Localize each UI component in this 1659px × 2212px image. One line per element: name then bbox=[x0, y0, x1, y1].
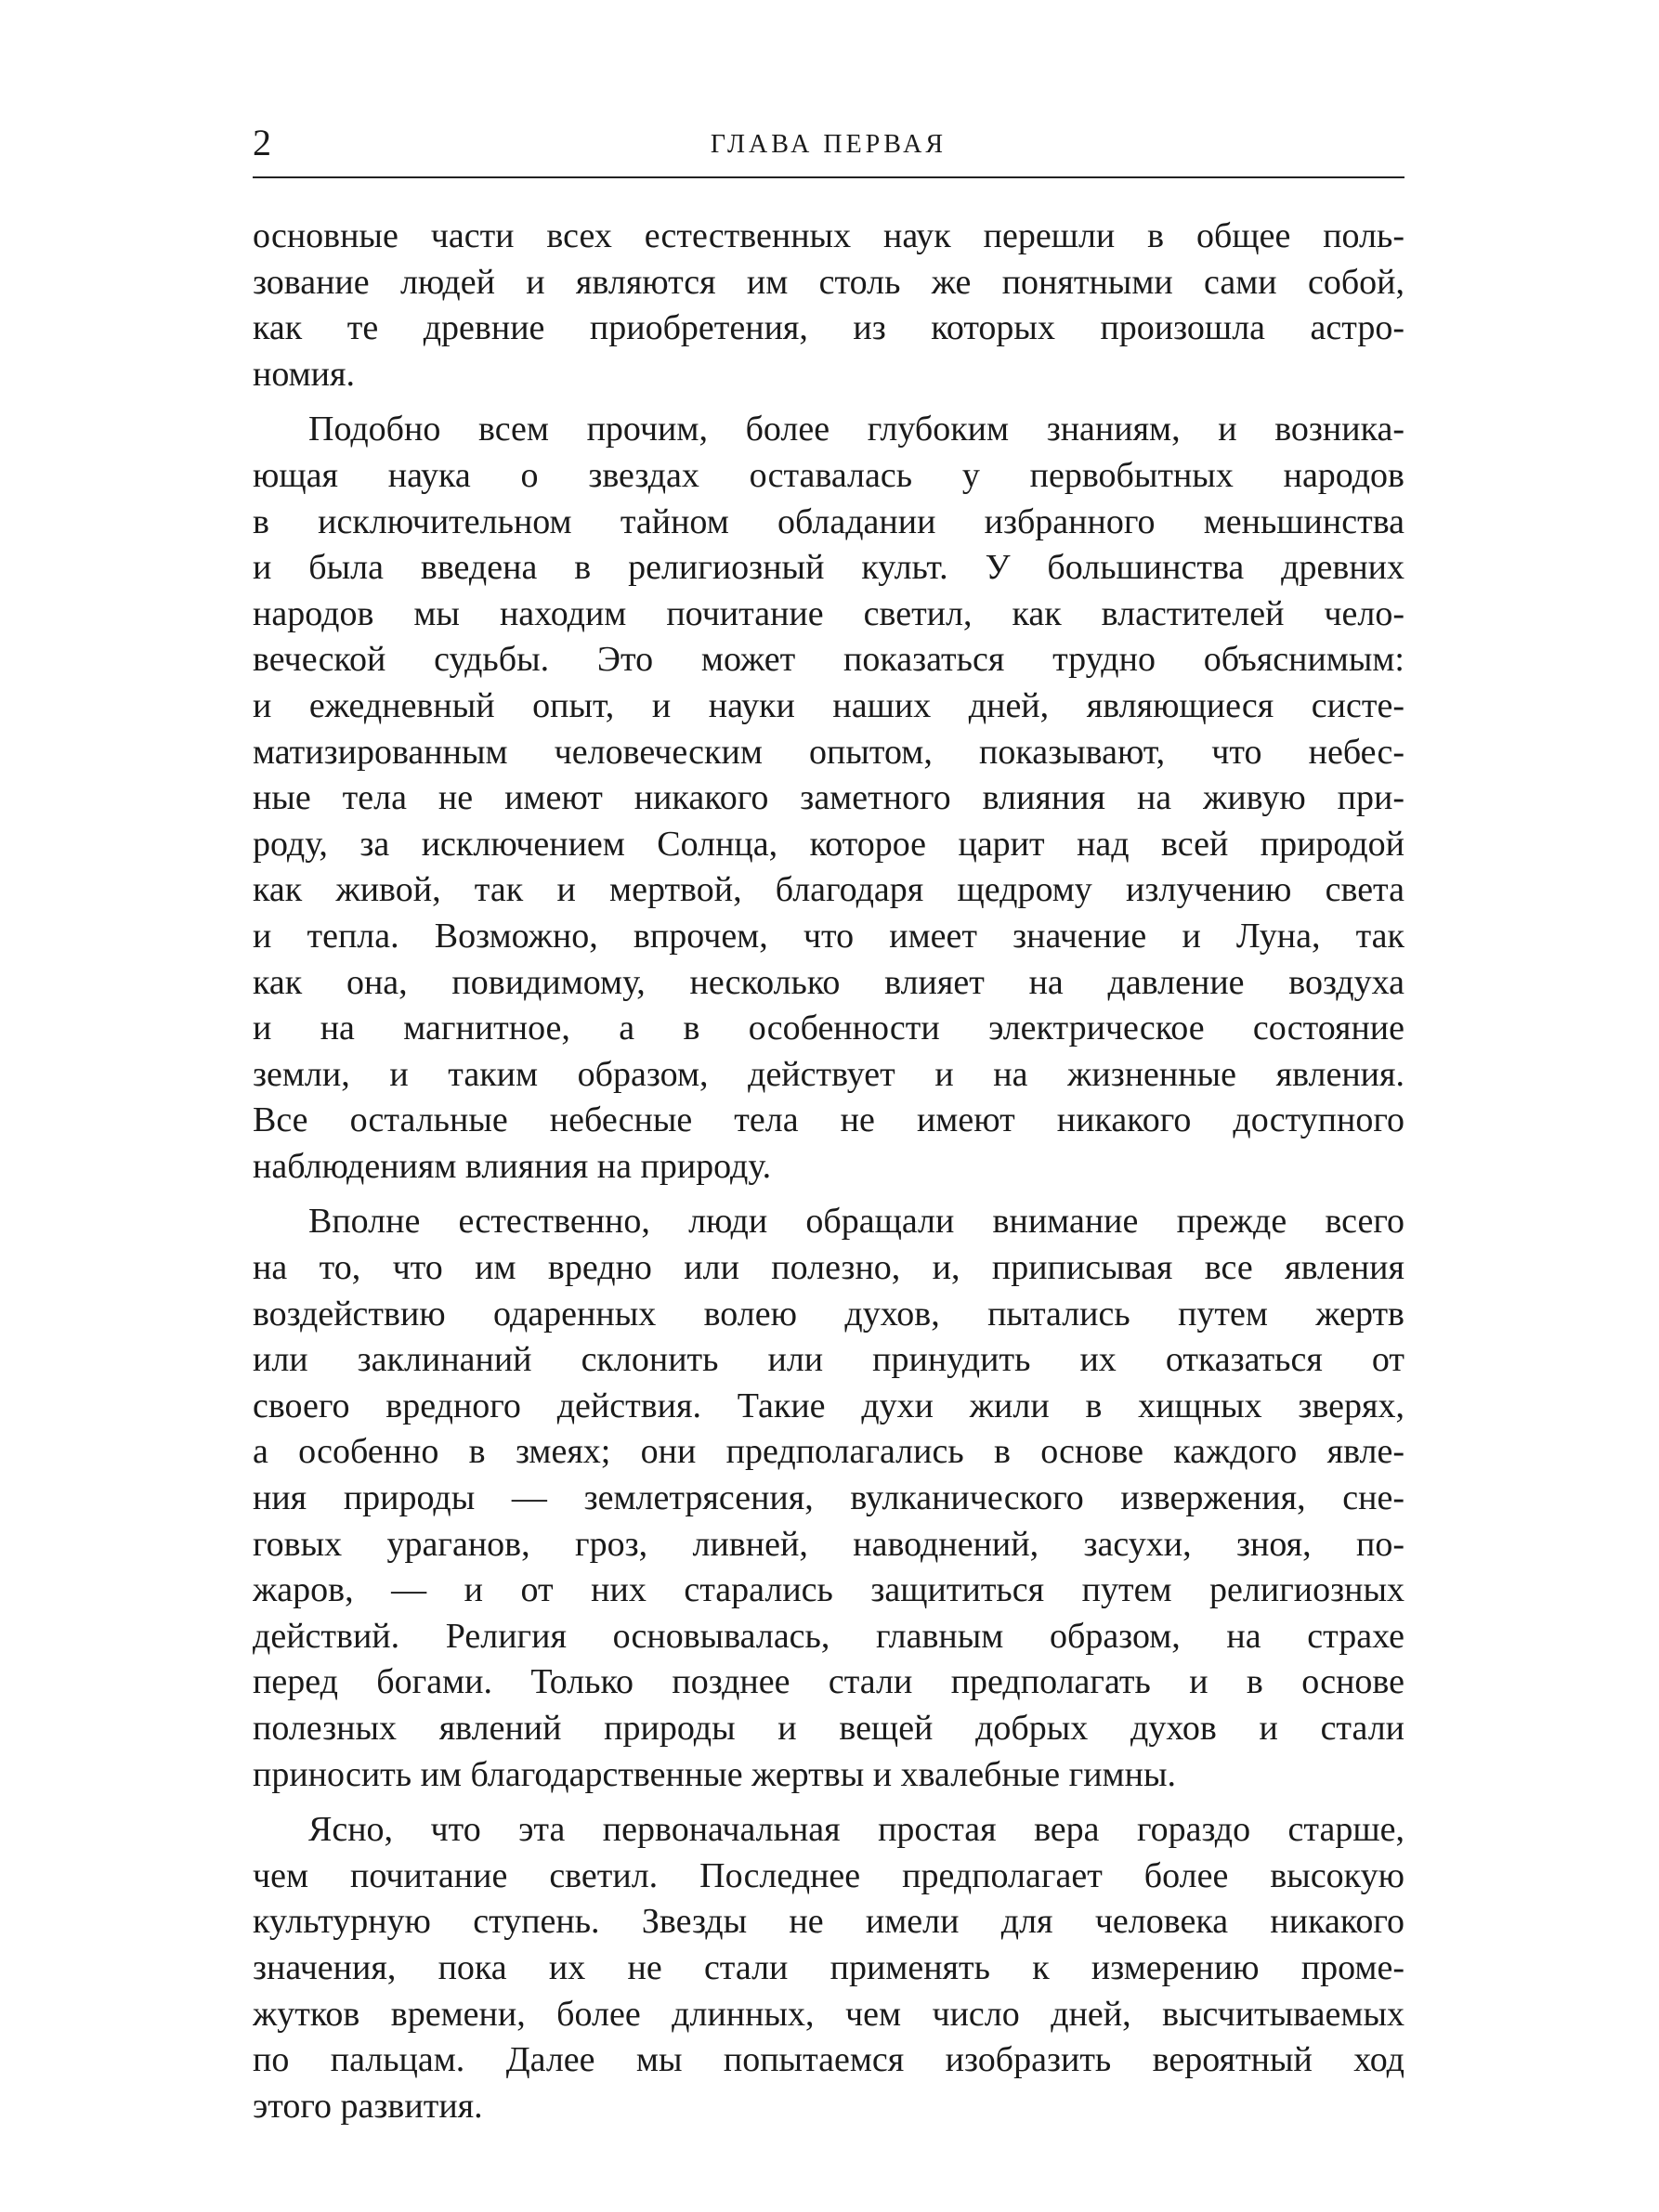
text-line: и тепла. Возможно, впрочем, что имеет значение и Луна, так bbox=[253, 916, 1404, 956]
text-line: полезных явлений природы и вещей добрых духов и стали bbox=[253, 1709, 1404, 1748]
text-line: или заклинаний склонить или принудить их отказаться от bbox=[253, 1340, 1404, 1380]
text-line: наблюдениям влияния на природу. bbox=[253, 1146, 772, 1186]
text-line: номия. bbox=[253, 354, 355, 394]
text-line: и на магнитное, а в особенности электрическое состояние bbox=[253, 1008, 1404, 1048]
body-text bbox=[253, 214, 1404, 2129]
text-line: по пальцам. Далее мы попытаемся изобразить вероятный ход bbox=[253, 2040, 1404, 2080]
text-line: зование людей и являются им столь же понятными сами собой, bbox=[253, 262, 1404, 302]
text-line: как живой, так и мертвой, благодаря щедрому излучению света bbox=[253, 870, 1404, 910]
paragraph bbox=[253, 1199, 1404, 1798]
text-line: земли, и таким образом, действует и на жизненные явления. bbox=[253, 1054, 1404, 1094]
chapter-title: ГЛАВА ПЕРВАЯ bbox=[710, 130, 947, 159]
text-line: говых ураганов, гроз, ливней, наводнений, засухи, зноя, по- bbox=[253, 1524, 1404, 1564]
text-line: Все остальные небесные тела не имеют никакого доступного bbox=[253, 1100, 1404, 1140]
text-line: действий. Религия основывалась, главным образом, на страхе bbox=[253, 1616, 1404, 1656]
text-line: ные тела не имеют никакого заметного влияния на живую при- bbox=[253, 778, 1404, 818]
text-line: ния природы — землетрясения, вулканического извержения, сне- bbox=[253, 1478, 1404, 1518]
text-line: ющая наука о звездах оставалась у первобытных народов bbox=[253, 455, 1404, 495]
text-line: на то, что им вредно или полезно, и, приписывая все явления bbox=[253, 1248, 1404, 1288]
text-line: в исключительном тайном обладании избранного меньшинства bbox=[253, 501, 1404, 541]
text-line: матизированным человеческим опытом, показывают, что небес- bbox=[253, 732, 1404, 772]
text-line: как те древние приобретения, из которых произошла астро- bbox=[253, 308, 1404, 348]
text-line: как она, повидимому, несколько влияет на давление воздуха bbox=[253, 962, 1404, 1002]
page-number: 2 bbox=[253, 122, 271, 163]
text-line: народов мы находим почитание светил, как властителей чело- bbox=[253, 593, 1404, 633]
text-line: приносить им благодарственные жертвы и хвалебные гимны. bbox=[253, 1754, 1176, 1794]
paragraph bbox=[253, 407, 1404, 1190]
text-line: значения, пока их не стали применять к измерению проме- bbox=[253, 1947, 1404, 1987]
text-line: основные части всех естественных наук перешли в общее поль- bbox=[253, 216, 1404, 255]
text-line: Вполне естественно, люди обращали внимание прежде всего bbox=[308, 1202, 1404, 1242]
text-line: воздействию одаренных волею духов, пытались путем жертв bbox=[253, 1294, 1404, 1334]
paragraph bbox=[253, 1807, 1404, 2129]
text-line: этого развития. bbox=[253, 2086, 483, 2126]
text-line: своего вредного действия. Такие духи жили в хищных зверях, bbox=[253, 1386, 1404, 1425]
text-line: культурную ступень. Звезды не имели для человека никакого bbox=[253, 1902, 1404, 1942]
text-line: перед богами. Только позднее стали предполагать и в основе bbox=[253, 1662, 1404, 1702]
text-line: роду, за исключением Солнца, которое царит над всей природой bbox=[253, 824, 1404, 864]
text-line: Ясно, что эта первоначальная простая вера гораздо старше, bbox=[308, 1810, 1404, 1850]
header-rule bbox=[253, 176, 1404, 178]
text-line: чем почитание светил. Последнее предполагает более высокую bbox=[253, 1855, 1404, 1895]
text-line: Подобно всем прочим, более глубоким знаниям, и возника- bbox=[308, 410, 1404, 449]
paragraph bbox=[253, 214, 1404, 397]
text-line: веческой судьбы. Это может показаться трудно объяснимым: bbox=[253, 640, 1404, 680]
text-line: а особенно в змеях; они предполагались в основе каждого явле- bbox=[253, 1432, 1404, 1472]
running-head bbox=[253, 121, 1404, 176]
text-line: жаров, — и от них старались защититься путем религиозных bbox=[253, 1570, 1404, 1610]
text-line: жутков времени, более длинных, чем число дней, высчитываемых bbox=[253, 1994, 1404, 2034]
text-line: и ежедневный опыт, и науки наших дней, являющиеся систе- bbox=[253, 685, 1404, 725]
text-line: и была введена в религиозный культ. У большинства древних bbox=[253, 548, 1404, 588]
